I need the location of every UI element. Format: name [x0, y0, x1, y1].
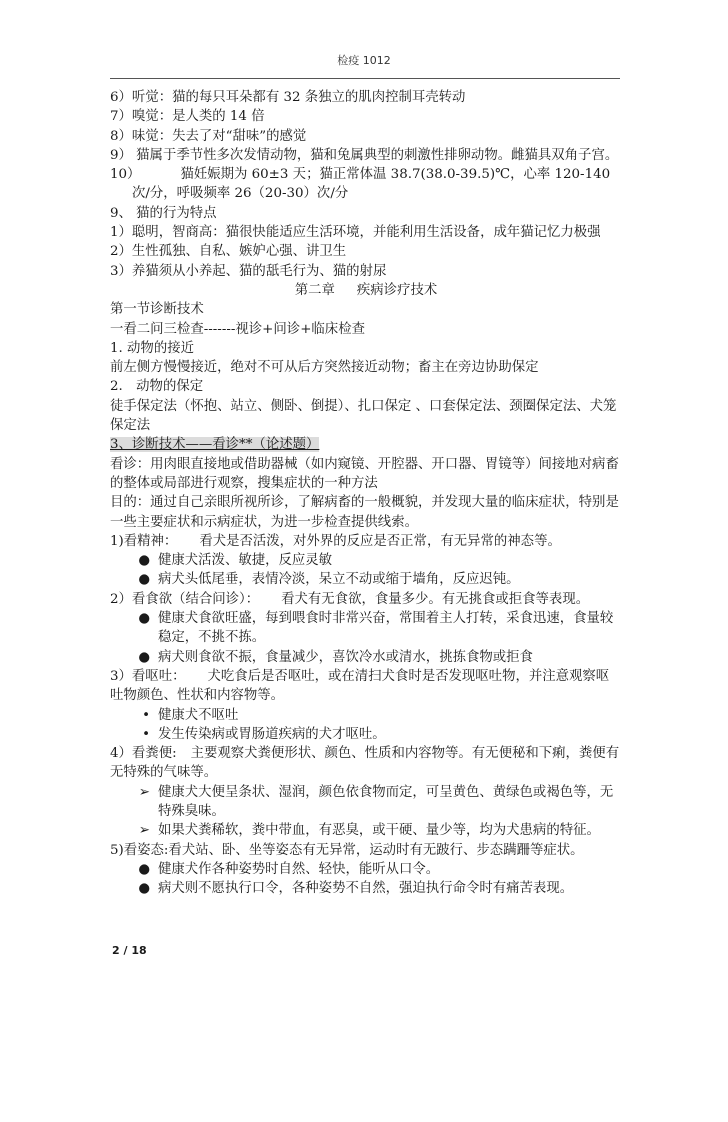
subsection	[110, 590, 622, 609]
bullet-text: 病犬则食欲不振，食量减少，喜饮冷水或清水，挑拣食物或拒食	[158, 649, 533, 665]
subsection-body: 主要观察犬粪便形状、颜色、性质和内容物等。有无便秘和下痢，粪便有无特殊的气味等。	[110, 746, 620, 781]
text-line: 一看二问三检查-------视诊+问诊+临床检查	[110, 321, 365, 337]
bullet-text: 健康犬大便呈条状、湿润，颜色依食物而定，可呈黄色、黄绿色或褐色等，无特殊臭味。	[158, 784, 614, 819]
bullet-arrow-icon: ➢	[138, 823, 150, 839]
bullet-dot-icon: ●	[138, 611, 150, 627]
bullet-dot-icon: ●	[138, 649, 150, 665]
bullet-dot-icon: ●	[138, 572, 150, 588]
bullet-text: 病犬则不愿执行口令，各种姿势不自然，强迫执行命令时有痛苦表现。	[158, 881, 574, 897]
bullet-text: 健康犬活泼、敏捷，反应灵敏	[158, 553, 333, 569]
subsection-head: 1)看精神：	[110, 533, 178, 549]
text-line: 徒手保定法（怀抱、站立、侧卧、倒提）、扎口保定 、口套保定法、颈圈保定法、犬笼保定法	[110, 398, 617, 434]
section-heading: 第一节诊断技术	[110, 302, 204, 318]
bullet-dot-icon: ●	[138, 881, 150, 897]
subsection-body: 犬吃食后是否呕吐，或在清扫犬食时是否发现呕吐物，并注意观察呕吐物颜色、性状和内容物等。	[110, 668, 610, 704]
bullet-item	[110, 648, 622, 667]
bullet-item	[110, 706, 622, 725]
text-line: 1. 动物的接近	[110, 340, 194, 356]
subsection	[110, 532, 622, 551]
text-line	[110, 165, 622, 204]
chapter-title: 疾病诊疗技术	[356, 282, 438, 298]
subsection-body: 看犬是否活泼，对外界的反应是否正常，有无异常的神态等。	[199, 533, 561, 549]
text-line: 2）生性孤独、自私、嫉妒心强、讲卫生	[110, 244, 347, 260]
subsection-head: 4）看粪便:	[110, 746, 177, 762]
bullet-text: 病犬头低尾垂，表情冷淡，呆立不动或缩于墙角，反应迟钝。	[158, 572, 520, 588]
subsection-body: 看犬有无食欲，食量多少。有无挑食或拒食等表现。	[281, 591, 590, 607]
subsection-head: 3）看呕吐：	[110, 668, 186, 684]
header-rule	[110, 78, 620, 79]
bullet-item	[110, 879, 622, 898]
item-number: 10）	[110, 167, 141, 183]
text-line: 前左侧方慢慢接近，绝对不可从后方突然接近动物；畜主在旁边协助保定	[110, 360, 539, 376]
text-line: 6）听觉：猫的每只耳朵都有 32 条独立的肌肉控制耳壳转动	[110, 90, 466, 105]
subsection	[110, 744, 622, 783]
text-line: 8）味觉：失去了对“甜味”的感觉	[110, 128, 307, 144]
subsection-head: 2）看食欲（结合问诊）：	[110, 591, 260, 607]
text-line: 9、 猫的行为特点	[110, 205, 217, 221]
bullet-small-dot-icon: •	[142, 707, 150, 723]
bullet-text: 健康犬作各种姿势时自然、轻快，能听从口令。	[158, 861, 440, 877]
text-line: 1）聪明，智商高：猫很快能适应生活环境，并能利用生活设备，成年猫记忆力极强	[110, 225, 601, 241]
bullet-small-dot-icon: •	[142, 726, 150, 742]
chapter-heading	[110, 281, 622, 300]
bullet-item	[110, 609, 622, 648]
chapter-number: 第二章	[294, 282, 335, 298]
bullet-item	[110, 551, 622, 570]
bullet-text: 发生传染病或胃肠道疾病的犬才呕吐。	[158, 726, 386, 742]
text-line: 7）嗅觉：是人类的 14 倍	[110, 109, 265, 125]
subsection: 5)看姿态:看犬站、卧、坐等姿态有无异常，运动时有无跛行、步态蹒跚等症状。	[110, 842, 584, 858]
bullet-item	[110, 783, 622, 822]
text-line: 3）养猫须从小养起、猫的舐毛行为、猫的射尿	[110, 263, 387, 279]
bullet-arrow-icon: ➢	[138, 784, 150, 800]
highlighted-heading	[110, 435, 622, 454]
item-text: 猫妊娠期为 60±3 天；猫正常体温 38.7(38.0-39.5)℃，心率 120-140 次/分，呼吸频率 26（20-30）次/分	[132, 167, 611, 202]
bullet-item	[110, 821, 622, 840]
bullet-item	[110, 570, 622, 589]
bullet-item	[110, 860, 622, 879]
bullet-item	[110, 725, 622, 744]
highlight: 3、诊断技术——看诊**（论述题）	[110, 437, 320, 453]
subsection	[110, 667, 622, 706]
bullet-text: 健康犬食欲旺盛，每到喂食时非常兴奋，常围着主人打转，采食迅速，食量较稳定，不挑不拣。	[158, 611, 614, 646]
page-header: 检疫 1012	[337, 54, 391, 67]
text-line: 2. 动物的保定	[110, 379, 204, 395]
text-line: 9） 猫属于季节性多次发情动物，猫和兔属典型的刺激性排卵动物。雌猫具双角子宫。	[110, 147, 619, 163]
bullet-dot-icon: ●	[138, 861, 150, 877]
bullet-text: 如果犬粪稀软，粪中带血，有恶臭，或干硬、量少等，均为犬患病的特征。	[158, 823, 600, 839]
page-number: 2 / 18	[112, 944, 147, 957]
page-content	[110, 88, 622, 898]
text-line: 看诊：用肉眼直接地或借助器械（如内窥镜、开腔器、开口器、胃镜等）间接地对病畜的整体或局部进行观察，搜集症状的一种方法	[110, 456, 619, 491]
text-line: 目的：通过自己亲眼所视所诊，了解病畜的一般概貌，并发现大量的临床症状，特别是一些主要症状和示病症状，为进一步检查提供线索。	[110, 495, 619, 530]
bullet-text: 健康犬不呕吐	[158, 707, 239, 723]
bullet-dot-icon: ●	[138, 553, 150, 569]
